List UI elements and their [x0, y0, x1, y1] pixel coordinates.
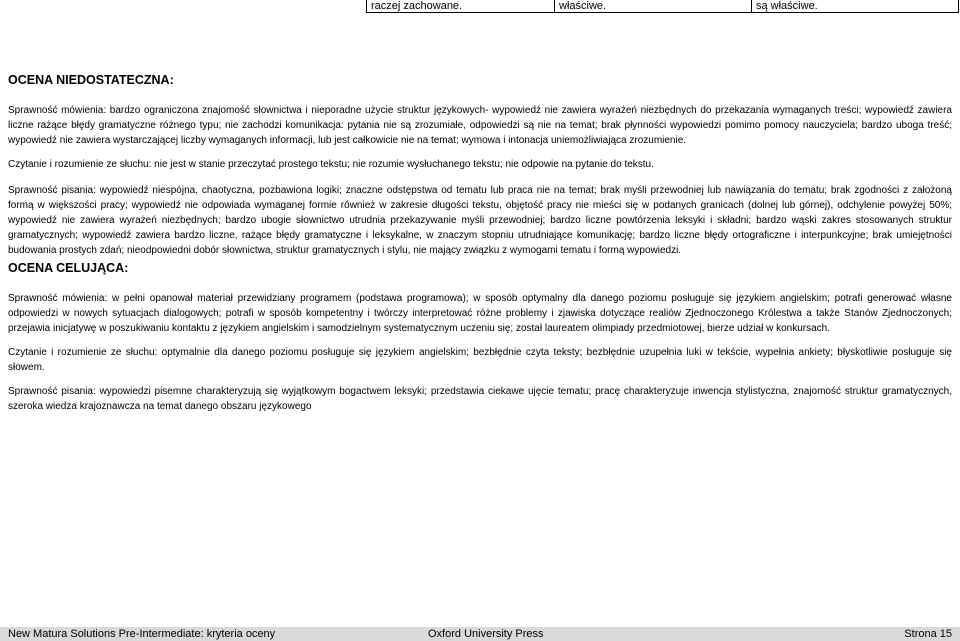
paragraph-reading-listening: Czytanie i rozumienie ze słuchu: optymalnie dla danego poziomu posługuje się językiem angielskim; bezbłędnie czyta teksty; bezbłędnie uzupełnia luki w tekście, wypełnia ankiety; błyskotliwie posługuje się słowem.: [8, 347, 952, 373]
table-row: [367, 0, 959, 13]
paragraph-writing: Sprawność pisania: wypowiedź niespójna, chaotyczna, pozbawiona logiki; znaczne odstępstwa od tematu lub praca nie na temat; brak myśli przewodniej lub nawiązania do tematu; brak zgodności z założoną formą w większości pracy; wypowiedź nie odpowiada wymaganej formie również w zakresie długości tekstu, objętość pracy nie mieści się w podanych granicach (dolnej lub górnej), odchylenie powyżej 50%; wypowiedź nie zawiera wyrażeń niezbędnych; bardzo ubogie słownictwo utrudnia przekazywanie myśli przewodniej; bardzo liczne powtórzenia leksyki i składni; bardzo wąski zakres stosowanych struktur gramatycznych; wypowiedź zawiera bardzo liczne, rażące błędy gramatyczne i leksykalne, w znaczym stopniu utrudniające komunikację; bardzo liczne błędy ortograficzne i interpunkcyjne; brak umiejętności budowania prostych zdań; nieodpowiedni dobór słownictwa, struktur gramatycznych i stylu, nie mający związku z wymogami tematu i formą wypowiedzi.: [8, 185, 952, 256]
criteria-table-fragment: [366, 0, 959, 13]
footer-title: New Matura Solutions Pre-Intermediate: kryteria oceny: [8, 628, 276, 640]
paragraph-speaking: Sprawność mówienia: w pełni opanował materiał przewidziany programem (podstawa programowa); w sposób optymalny dla danego poziomu posługuje się językiem angielskim; potrafi generować własne odpowiedzi w nowych sytuacjach dialogowych; potrafi w sposób kompetentny i twórczy interpretować różne problemy i zjawiska dotyczące realiów Zjednoczonego Królestwa a także Stanów Zjednoczonych; przejawia inicjatywę w poszukiwaniu kontaktu z językiem angielskim i samodzielnym systematycznym uczeniu się; został laureatem olimpiady przedmiotowej, bierze udział w konkursach.: [8, 293, 952, 334]
table-cell: raczej zachowane.: [367, 0, 555, 13]
paragraph-reading-listening: Czytanie i rozumienie ze słuchu: nie jest w stanie przeczytać prostego tekstu; nie rozumie wysłuchanego tekstu; nie odpowie na pytanie do tekstu.: [8, 159, 654, 170]
page-number: Strona 15: [904, 628, 952, 640]
table-cell: są właściwe.: [752, 0, 959, 13]
table-cell: właściwe.: [555, 0, 752, 13]
section-title-celujaca: OCENA CELUJĄCA:: [8, 261, 129, 275]
paragraph-writing: Sprawność pisania: wypowiedzi pisemne charakteryzują się wyjątkowym bogactwem leksyki; przedstawia ciekawe ujęcie tematu; pracę charakteryzuje inwencja stylistyczna, znajomość struktur gramatycznych, szeroka wiedza krajoznawcza na temat danego obszaru językowego: [8, 386, 952, 412]
footer-publisher: Oxford University Press: [428, 628, 544, 640]
page-footer: [0, 627, 960, 641]
section-title-niedostateczna: OCENA NIEDOSTATECZNA:: [8, 73, 174, 87]
paragraph-speaking: Sprawność mówienia: bardzo ograniczona znajomość słownictwa i nieporadne użycie struktur językowych- wypowiedź nie zawiera wyrażeń niezbędnych do przekazania wymaganych treści; wypowiedź zawiera liczne rażące błędy gramatyczne różnego typu; nie zachodzi komunikacja: pytania nie są zrozumiałe, odpowiedzi są nie na temat; brak płynności wypowiedzi pomimo pomocy nauczyciela; bardzo uboga treść; wypowiedź nie zawiera wystarczającej liczby wymaganych informacji, lub jest całkowicie nie na temat; wymowa i intonacja uniemożliwiająca zrozumienie.: [8, 105, 952, 146]
